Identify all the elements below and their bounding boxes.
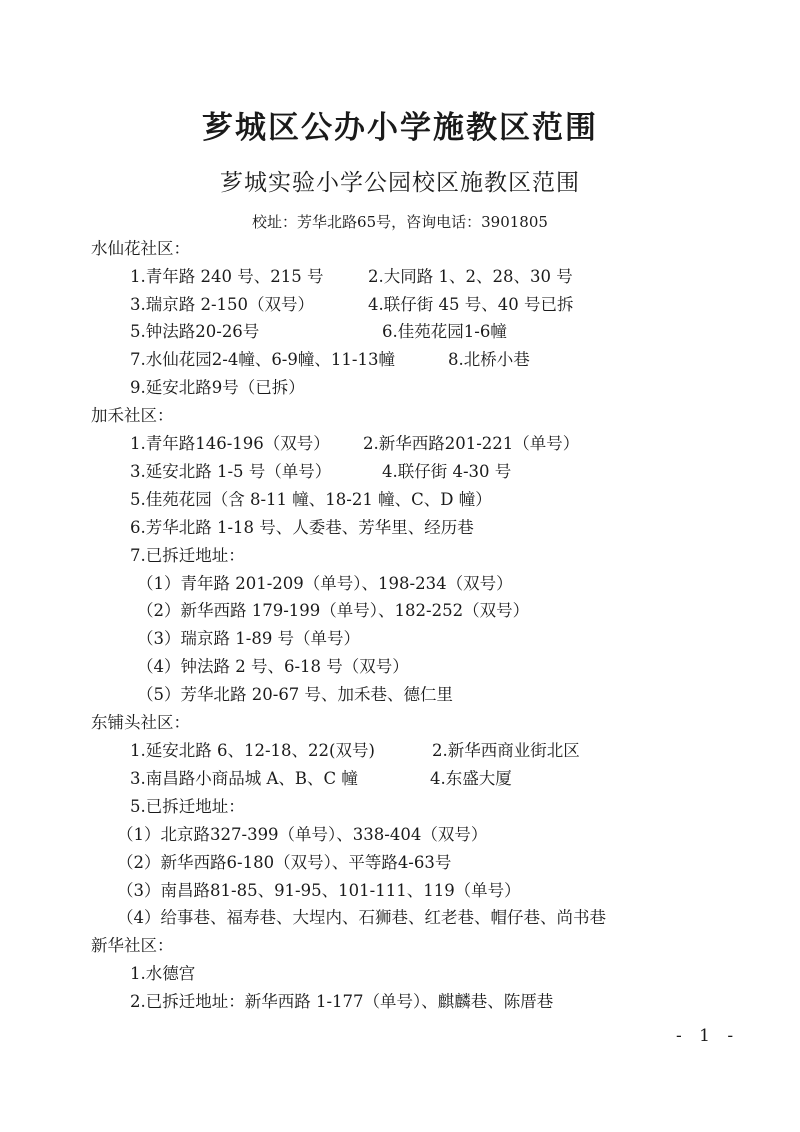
list-item-text: 8.北桥小巷 [448,350,530,369]
list-item [130,294,574,316]
list-subitem: （3）瑞京路 1-89 号（单号） [137,629,361,648]
list-subitem: （4）钟法路 2 号、6-18 号（双号） [137,657,409,676]
list-item-text: 1.青年路146-196（双号） [130,434,330,453]
list-item-text: 3.延安北路 1-5 号（单号） [130,462,332,481]
list-item [130,768,512,790]
list-item-text: 2.新华西商业街北区 [432,741,580,760]
section-heading: 加禾社区： [91,406,174,425]
list-item-text: 1.青年路 240 号、215 号 [130,267,324,286]
document-title: 芗城区公办小学施教区范围 [202,110,598,146]
document-subtitle: 芗城实验小学公园校区施教区范围 [220,170,580,196]
list-subitem: （1）北京路327-399（单号）、338-404（双号） [117,825,488,844]
list-item: 5.已拆迁地址： [130,797,245,816]
list-item-text: 7.水仙花园2-4幢、6-9幢、11-13幢 [130,350,395,369]
list-item-text: 6.佳苑花园1-6幢 [382,322,507,341]
list-item-text: 2.新华西路201-221（单号） [363,434,580,453]
list-item-text: 5.钟法路20-26号 [130,322,260,341]
list-item [130,461,512,483]
list-item [130,266,573,288]
list-item-text: 4.联仔街 4-30 号 [382,462,512,481]
page-number: - 1 - [676,1026,740,1046]
list-item: 2.已拆迁地址：新华西路 1-177（单号）、麒麟巷、陈厝巷 [130,992,554,1011]
list-item: 6.芳华北路 1-18 号、人委巷、芳华里、经历巷 [130,518,474,537]
section-heading: 东铺头社区： [91,713,190,732]
list-item-text: 1.延安北路 6、12-18、22(双号) [130,741,375,760]
list-item [130,321,507,343]
list-subitem: （5）芳华北路 20-67 号、加禾巷、德仁里 [137,685,454,704]
list-item: 7.已拆迁地址： [130,546,245,565]
list-item-text: 2.大同路 1、2、28、30 号 [368,267,573,286]
list-item-text: 4.东盛大厦 [430,769,512,788]
list-item-text: 4.联仔街 45 号、40 号已拆 [368,295,574,314]
list-item-text: 3.瑞京路 2-150（双号） [130,295,315,314]
section-heading: 水仙花社区： [91,239,190,258]
list-subitem: （3）南昌路81-85、91-95、101-111、119（单号） [117,881,521,900]
list-subitem: （2）新华西路6-180（双号）、平等路4-63号 [117,853,452,872]
list-item-text: 3.南昌路小商品城 A、B、C 幢 [130,769,358,788]
list-item: 1.水德宫 [130,964,196,983]
school-address: 校址：芳华北路65号，咨询电话：3901805 [252,213,548,231]
list-item: 5.佳苑花园（含 8-11 幢、18-21 幢、C、D 幢） [130,490,492,509]
list-item: 9.延安北路9号（已拆） [130,378,305,397]
list-subitem: （4）给事巷、福寿巷、大埕内、石狮巷、红老巷、帽仔巷、尚书巷 [117,908,606,927]
list-subitem: （2）新华西路 179-199（单号）、182-252（双号） [137,601,530,620]
list-item [130,740,580,762]
list-item [130,433,580,455]
list-item [130,349,530,371]
section-heading: 新华社区： [91,936,174,955]
list-subitem: （1）青年路 201-209（单号）、198-234（双号） [137,574,513,593]
